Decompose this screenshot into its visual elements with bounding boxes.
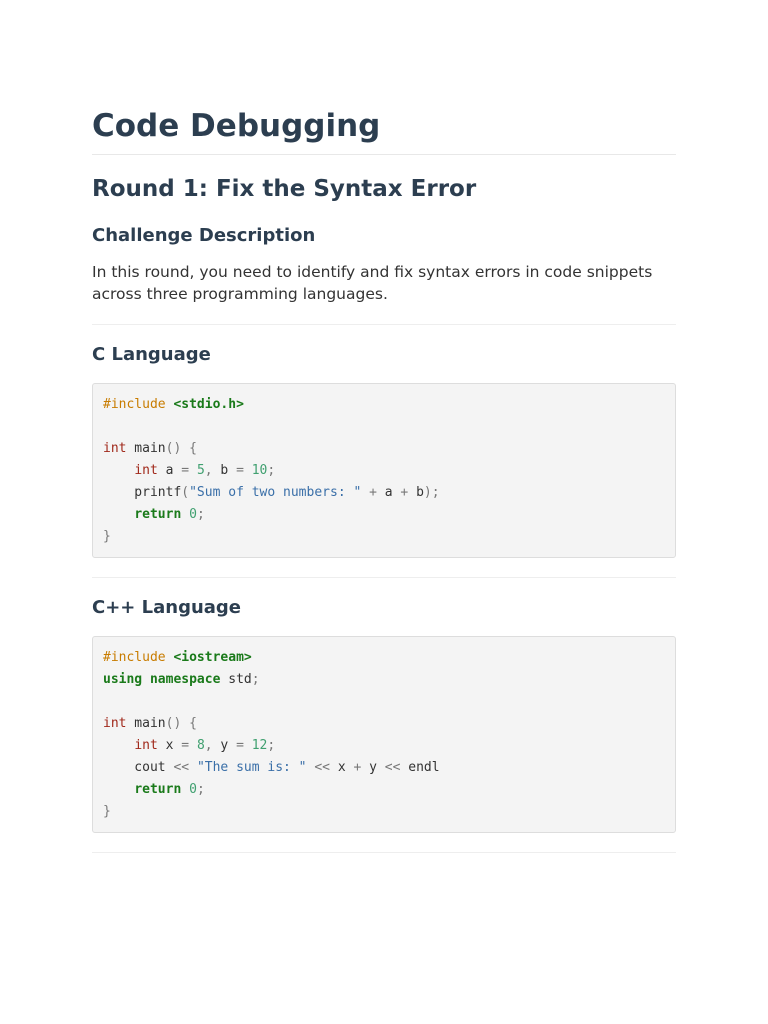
code-token: ); (423, 485, 440, 500)
code-token: = (236, 738, 244, 753)
code-token: a (157, 463, 182, 478)
code-token: int (134, 463, 158, 478)
code-token: y (212, 738, 237, 753)
code-token: , (204, 463, 213, 478)
code-token: ; (196, 782, 205, 797)
code-line (103, 529, 111, 544)
code-token: = (181, 738, 190, 753)
code-token: + (392, 485, 417, 500)
title-divider (92, 154, 676, 155)
code-token (244, 463, 252, 478)
code-token: = (181, 463, 190, 478)
code-token: endl (408, 760, 440, 775)
code-line (103, 804, 111, 819)
code-line (103, 463, 275, 478)
code-token: a (384, 485, 393, 500)
code-token: << (173, 760, 190, 775)
code-token: + (345, 760, 370, 775)
code-token (189, 463, 197, 478)
code-token (189, 738, 197, 753)
code-line (103, 672, 260, 687)
code-token: <iostream> (173, 650, 252, 665)
code-line (103, 507, 205, 522)
code-token: + (361, 485, 385, 500)
code-token: ; (267, 463, 276, 478)
code-line (103, 397, 244, 412)
code-line (103, 738, 275, 753)
section-divider (92, 577, 676, 578)
code-token (181, 507, 189, 522)
code-token: std (220, 672, 252, 687)
code-token: y (369, 760, 377, 775)
code-token: main (126, 441, 166, 456)
code-token: 0 (189, 782, 197, 797)
section-divider (92, 324, 676, 325)
code-token: ; (196, 507, 205, 522)
code-token: ( (181, 485, 190, 500)
code-token: int (103, 441, 127, 456)
code-token (244, 738, 252, 753)
cpp-code-block[interactable] (92, 636, 676, 833)
code-token: 10 (251, 463, 268, 478)
c-code-block[interactable] (92, 383, 676, 558)
round-title: Round 1: Fix the Syntax Error (92, 176, 477, 202)
code-token: ; (251, 672, 260, 687)
code-token: return (134, 782, 182, 797)
code-token: 12 (251, 738, 268, 753)
code-token: printf (103, 485, 182, 500)
cpp-language-heading: C++ Language (92, 597, 242, 618)
code-token: 0 (189, 507, 197, 522)
challenge-description: In this round, you need to identify and fix syntax errors in code snippets across three programming languages. (92, 263, 653, 303)
code-token (142, 672, 150, 687)
code-token (181, 782, 189, 797)
code-token: } (103, 529, 111, 544)
code-token (189, 760, 197, 775)
code-token: using (103, 672, 143, 687)
code-line (103, 441, 197, 456)
code-token: namespace (149, 672, 221, 687)
code-token: << (376, 760, 409, 775)
code-token: "The sum is: " (196, 760, 307, 775)
code-token: return (134, 507, 182, 522)
code-token (103, 507, 134, 522)
code-token (103, 782, 134, 797)
code-token: 5 (196, 463, 205, 478)
section-divider (92, 852, 676, 853)
code-token: b (416, 485, 424, 500)
page-title: Code Debugging (92, 108, 381, 144)
code-token (103, 463, 134, 478)
code-token: #include (103, 397, 174, 412)
code-token: x (157, 738, 182, 753)
code-line (103, 650, 252, 665)
code-token: <stdio.h> (173, 397, 244, 412)
code-line (103, 485, 440, 500)
code-token: = (236, 463, 244, 478)
code-token: , (204, 738, 213, 753)
code-token: b (212, 463, 237, 478)
code-token: 8 (196, 738, 205, 753)
code-token: () { (165, 441, 197, 456)
c-language-heading: C Language (92, 344, 211, 365)
code-token: x (337, 760, 346, 775)
code-token: #include (103, 650, 174, 665)
code-token: int (103, 716, 127, 731)
code-token: main (126, 716, 166, 731)
code-token: int (134, 738, 158, 753)
code-line (103, 716, 197, 731)
code-token: () { (165, 716, 197, 731)
code-token: cout (103, 760, 174, 775)
code-line (103, 782, 205, 797)
code-token: "Sum of two numbers: " (189, 485, 362, 500)
code-token: ; (267, 738, 276, 753)
code-token (103, 738, 134, 753)
code-token: } (103, 804, 111, 819)
challenge-heading: Challenge Description (92, 225, 316, 246)
code-line (103, 760, 440, 775)
code-token: << (306, 760, 338, 775)
